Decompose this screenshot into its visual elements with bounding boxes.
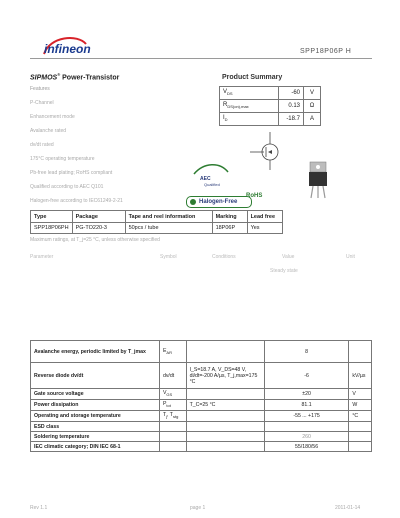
column-header: Type	[31, 211, 73, 223]
footer-revision: Rev 1.1	[30, 505, 48, 511]
feature-item: Enhancement mode	[30, 114, 75, 120]
condition-cell	[186, 411, 264, 422]
document-title: SIPMOS® Power-Transistor	[30, 72, 120, 82]
unit-cell	[349, 442, 372, 452]
value-cell	[264, 422, 349, 432]
symbol-cell	[159, 422, 186, 432]
param-cell: Reverse diode dv/dt	[31, 363, 160, 389]
condition-cell	[186, 432, 264, 442]
value-cell: 81.1	[264, 400, 349, 411]
unit-cell: W	[349, 400, 372, 411]
unit-cell	[349, 432, 372, 442]
footer-page: page 1	[190, 505, 206, 511]
parameter-header: Parameter	[30, 254, 54, 260]
feature-item: Halogen-free according to IEC61249-2-21	[30, 198, 123, 204]
condition-cell: T_C=25 °C	[186, 400, 264, 411]
table-row	[220, 113, 321, 126]
table-row	[31, 422, 372, 432]
summary-value: -18.7	[279, 113, 304, 126]
logo-text: infineon	[44, 42, 91, 56]
value-header: Value	[282, 254, 295, 260]
rohs-label: RoHS	[246, 193, 263, 199]
feature-item: 175°C operating temperature	[30, 156, 95, 162]
summary-unit: A	[304, 113, 321, 126]
unit-cell	[349, 422, 372, 432]
summary-param: $V_{DS}$	[220, 87, 279, 100]
param-cell: Power dissipation	[31, 400, 160, 411]
infineon-logo	[40, 34, 91, 60]
condition-cell: I_S=18.7 A, V_DS=48 V, di/dt=-200 A/µs, T_j,max=175 °C	[186, 363, 264, 389]
aec-label: AEC	[200, 176, 211, 182]
column-header: Marking	[212, 211, 247, 223]
unit-cell: kV/µs	[349, 363, 372, 389]
value-cell: 260	[264, 432, 349, 442]
conditions-header: Conditions	[212, 254, 236, 260]
table-header-row	[31, 211, 283, 223]
column-header: Tape and reel information	[125, 211, 212, 223]
summary-unit: V	[304, 87, 321, 100]
condition-cell	[186, 422, 264, 432]
header-part-number: SPP18P06P H	[300, 48, 352, 55]
table-row	[31, 341, 372, 363]
table-cell: 50pcs / tube	[125, 223, 212, 234]
summary-unit: Ω	[304, 100, 321, 113]
table-row	[31, 432, 372, 442]
param-cell: Soldering temperature	[31, 432, 160, 442]
footer-date: 2011-01-14	[335, 505, 361, 511]
symbol-cell: $E_{AR}$	[159, 341, 186, 363]
table-row	[220, 100, 321, 113]
ordering-table	[30, 210, 283, 234]
max-ratings-caption: Maximum ratings, at T_j=25 °C, unless otherwise specified	[30, 237, 160, 243]
summary-value: -60	[279, 87, 304, 100]
feature-item: Avalanche rated	[30, 128, 67, 134]
feature-item: Pb-free lead plating; RoHS compliant	[30, 170, 113, 176]
feature-item: P-Channel	[30, 100, 54, 106]
column-header: Lead free	[247, 211, 282, 223]
unit-header: Unit	[346, 254, 355, 260]
title-prefix: SIPMOS	[30, 74, 58, 82]
value-cell: 8	[264, 341, 349, 363]
value-cell: ±20	[264, 389, 349, 400]
halogen-free-label: Halogen-Free	[199, 199, 238, 205]
feature-item: Qualified according to AEC Q101	[30, 184, 104, 190]
table-cell: 18P06P	[212, 223, 247, 234]
table-row	[31, 400, 372, 411]
symbol-cell: $T_j$, $T_{stg}$	[159, 411, 186, 422]
symbol-cell: dv/dt	[159, 363, 186, 389]
to220-package-icon	[300, 160, 336, 200]
leaf-icon	[190, 199, 196, 205]
table-row	[31, 442, 372, 452]
condition-cell	[186, 442, 264, 452]
table-row	[31, 363, 372, 389]
condition-cell	[186, 389, 264, 400]
table-row	[31, 223, 283, 234]
title-suffix: Power-Transistor	[60, 74, 120, 82]
value-cell: -6	[264, 363, 349, 389]
symbol-cell: $V_{GS}$	[159, 389, 186, 400]
table-row	[31, 389, 372, 400]
unit-cell	[349, 341, 372, 363]
symbol-cell	[159, 442, 186, 452]
value-cell: -55 ... +175	[264, 411, 349, 422]
table-cell: Yes	[247, 223, 282, 234]
param-cell: Operating and storage temperature	[31, 411, 160, 422]
param-cell: IEC climatic category; DIN IEC 68-1	[31, 442, 160, 452]
mosfet-symbol-icon	[246, 130, 290, 172]
product-summary-table	[219, 86, 321, 126]
param-cell: ESD class	[31, 422, 160, 432]
aec-badge	[192, 162, 230, 195]
symbol-cell: $P_{tot}$	[159, 400, 186, 411]
value-cell: 55/180/56	[264, 442, 349, 452]
header-divider	[30, 58, 372, 59]
param-cell: Gate source voltage	[31, 389, 160, 400]
symbol-header: Symbol	[160, 254, 177, 260]
features-heading: Features	[30, 86, 50, 92]
halogen-free-badge	[186, 196, 252, 208]
unit-cell: °C	[349, 411, 372, 422]
summary-param: $I_D$	[220, 113, 279, 126]
feature-item: dv/dt rated	[30, 142, 54, 148]
symbol-cell	[159, 432, 186, 442]
summary-param: $R_{DS(on),max}$	[220, 100, 279, 113]
table-row	[220, 87, 321, 100]
table-cell: SPP18P06PH	[31, 223, 73, 234]
param-cell: Avalanche energy, periodic limited by T_jmax	[31, 341, 160, 363]
ratings-table	[30, 340, 372, 452]
product-summary-title: Product Summary	[222, 74, 283, 81]
table-row	[31, 411, 372, 422]
table-cell: PG-TO220-3	[72, 223, 125, 234]
column-header: Package	[72, 211, 125, 223]
unit-cell: V	[349, 389, 372, 400]
steady-state-label: Steady state	[270, 268, 298, 274]
aec-sublabel: Qualified	[204, 182, 220, 187]
summary-value: 0.13	[279, 100, 304, 113]
condition-cell	[186, 341, 264, 363]
